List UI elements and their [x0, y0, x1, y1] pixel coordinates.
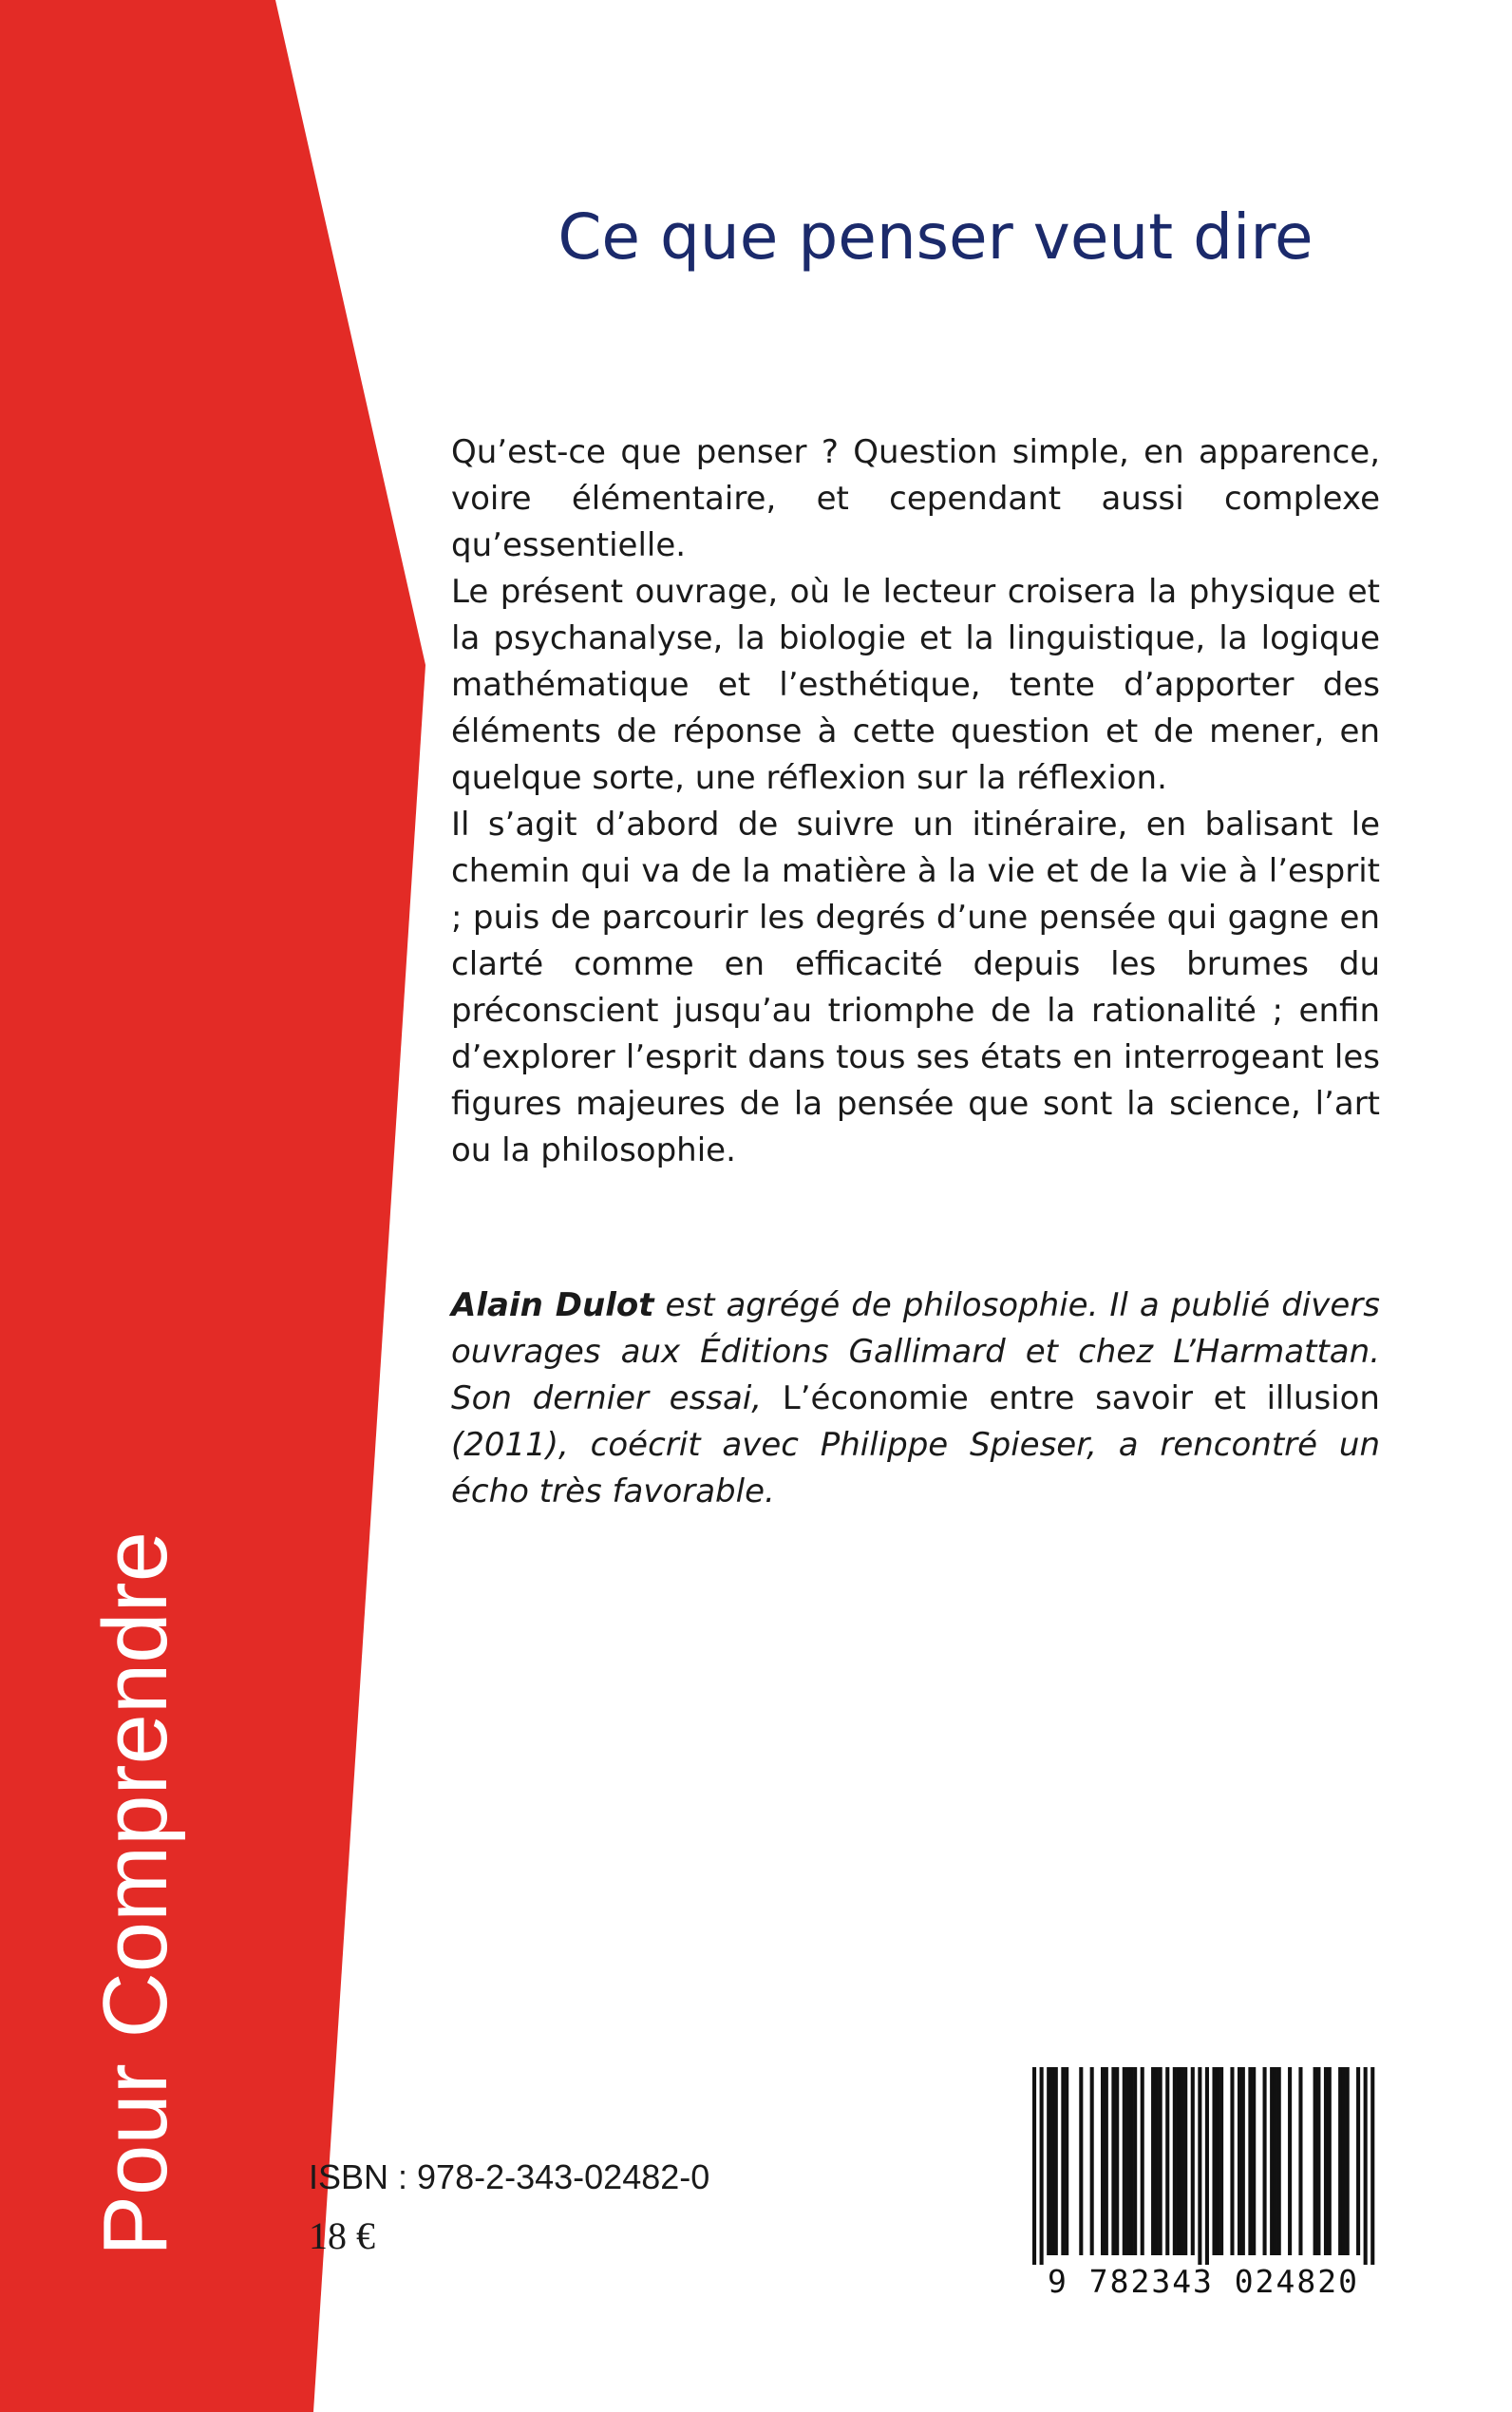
- barcode-bar: [1061, 2067, 1065, 2255]
- barcode-bar: [1129, 2067, 1133, 2255]
- barcode-bar: [1241, 2067, 1245, 2255]
- barcode-bar: [1047, 2067, 1050, 2255]
- price: 18 €: [309, 2214, 375, 2257]
- barcode-bar: [1324, 2067, 1328, 2255]
- barcode-bar: [1364, 2067, 1368, 2265]
- barcode-bar: [1198, 2067, 1201, 2265]
- barcode-bar: [1054, 2067, 1058, 2255]
- barcode-bar: [1126, 2067, 1130, 2255]
- barcode-bar: [1270, 2067, 1274, 2255]
- barcode-bar: [1274, 2067, 1277, 2255]
- red-band-shape: [0, 0, 427, 2412]
- barcode-bar: [1205, 2067, 1209, 2265]
- barcode-bar: [1079, 2067, 1083, 2255]
- barcode-bar: [1111, 2067, 1115, 2255]
- barcode-bar: [1165, 2067, 1169, 2255]
- author-bio: [451, 1282, 1380, 1515]
- barcode-bar: [1316, 2067, 1320, 2255]
- barcode-bar: [1230, 2067, 1234, 2255]
- blurb-paragraph: Il s’agit d’abord de suivre un itinéraire, en balisant le chemin qui va de la matière à la vie et de la vie à l’esprit ; puis de parcourir les degrés d’une pensée qui gagne en clarté comme en efficacité depuis les brumes du préconscient jusqu’au triomphe de la rationalité ; enfin d’explorer l’esprit dans tous ses états en interrogeant les figures majeures de la pensée que sont la science, l’art ou la philosophie.: [451, 806, 1380, 1169]
- barcode-bar: [1238, 2067, 1241, 2255]
- barcode-bar: [1338, 2067, 1342, 2255]
- barcode-bar: [1180, 2067, 1183, 2255]
- barcode: [1028, 2063, 1379, 2303]
- barcode-bar: [1212, 2067, 1216, 2255]
- barcode-bar: [1159, 2067, 1162, 2255]
- barcode-bar: [1356, 2067, 1360, 2255]
- barcode-bar: [1040, 2067, 1044, 2265]
- barcode-bar: [1065, 2067, 1068, 2255]
- book-title: Ce que penser veut dire: [558, 200, 1314, 274]
- series-name: Pour Comprendre: [85, 1530, 186, 2256]
- barcode-bar: [1115, 2067, 1119, 2255]
- barcode-bar: [1191, 2067, 1195, 2255]
- barcode-bar: [1346, 2067, 1350, 2255]
- barcode-bar: [1183, 2067, 1187, 2255]
- barcode-bar: [1252, 2067, 1256, 2255]
- barcode-bar: [1101, 2067, 1105, 2255]
- barcode-bar: [1141, 2067, 1144, 2255]
- barcode-bar: [1090, 2067, 1094, 2255]
- barcode-bars: [1028, 2063, 1379, 2265]
- blurb-paragraph: Qu’est-ce que penser ? Question simple, en apparence, voire élémentaire, et cependant aussi complexe qu’essentielle.: [451, 433, 1380, 564]
- barcode-bar: [1177, 2067, 1181, 2255]
- barcode-bar: [1105, 2067, 1108, 2255]
- isbn-number: ISBN : 978-2-343-02482-0: [309, 2157, 710, 2196]
- barcode-bar: [1342, 2067, 1346, 2255]
- barcode-bar: [1155, 2067, 1159, 2255]
- blurb-paragraph: Le présent ouvrage, où le lecteur croisera la physique et la psychanalyse, la biologie et la linguistique, la logique mathématique et l’esthétique, tente d’apporter des éléments de réponse à cette question et de mener, en quelque sorte, une réflexion sur la réflexion.: [451, 573, 1380, 797]
- book-blurb: [451, 429, 1380, 1174]
- barcode-bar: [1050, 2067, 1054, 2255]
- barcode-bar: [1219, 2067, 1223, 2255]
- barcode-bar: [1133, 2067, 1137, 2255]
- barcode-digits: 9 782343 024820: [1047, 2263, 1359, 2300]
- barcode-bar: [1123, 2067, 1126, 2255]
- barcode-bar: [1314, 2067, 1317, 2255]
- bio-text-1: est agrégé de philosophie. Il a publié divers ouvrages aux Éditions Gallimard et chez L’Harmattan. Son dernier essai,: [451, 1286, 1380, 1417]
- bio-book-title: L’économie entre savoir et illusion: [782, 1379, 1380, 1417]
- barcode-bar: [1370, 2067, 1374, 2265]
- barcode-bar: [1328, 2067, 1332, 2255]
- barcode-bar: [1216, 2067, 1219, 2255]
- red-side-band: [0, 0, 427, 2412]
- author-bio-paragraph: [451, 1282, 1380, 1515]
- barcode-bar: [1263, 2067, 1267, 2255]
- bio-text-2: (2011), coécrit avec Philippe Spieser, a rencontré un écho très favorable.: [451, 1426, 1380, 1510]
- barcode-bar: [1151, 2067, 1155, 2255]
- barcode-bar: [1248, 2067, 1252, 2255]
- barcode-bar: [1173, 2067, 1177, 2255]
- barcode-bar: [1298, 2067, 1302, 2255]
- barcode-bar: [1288, 2067, 1292, 2255]
- barcode-bar: [1032, 2067, 1036, 2265]
- barcode-bar: [1277, 2067, 1281, 2255]
- author-name: Alain Dulot: [451, 1286, 654, 1324]
